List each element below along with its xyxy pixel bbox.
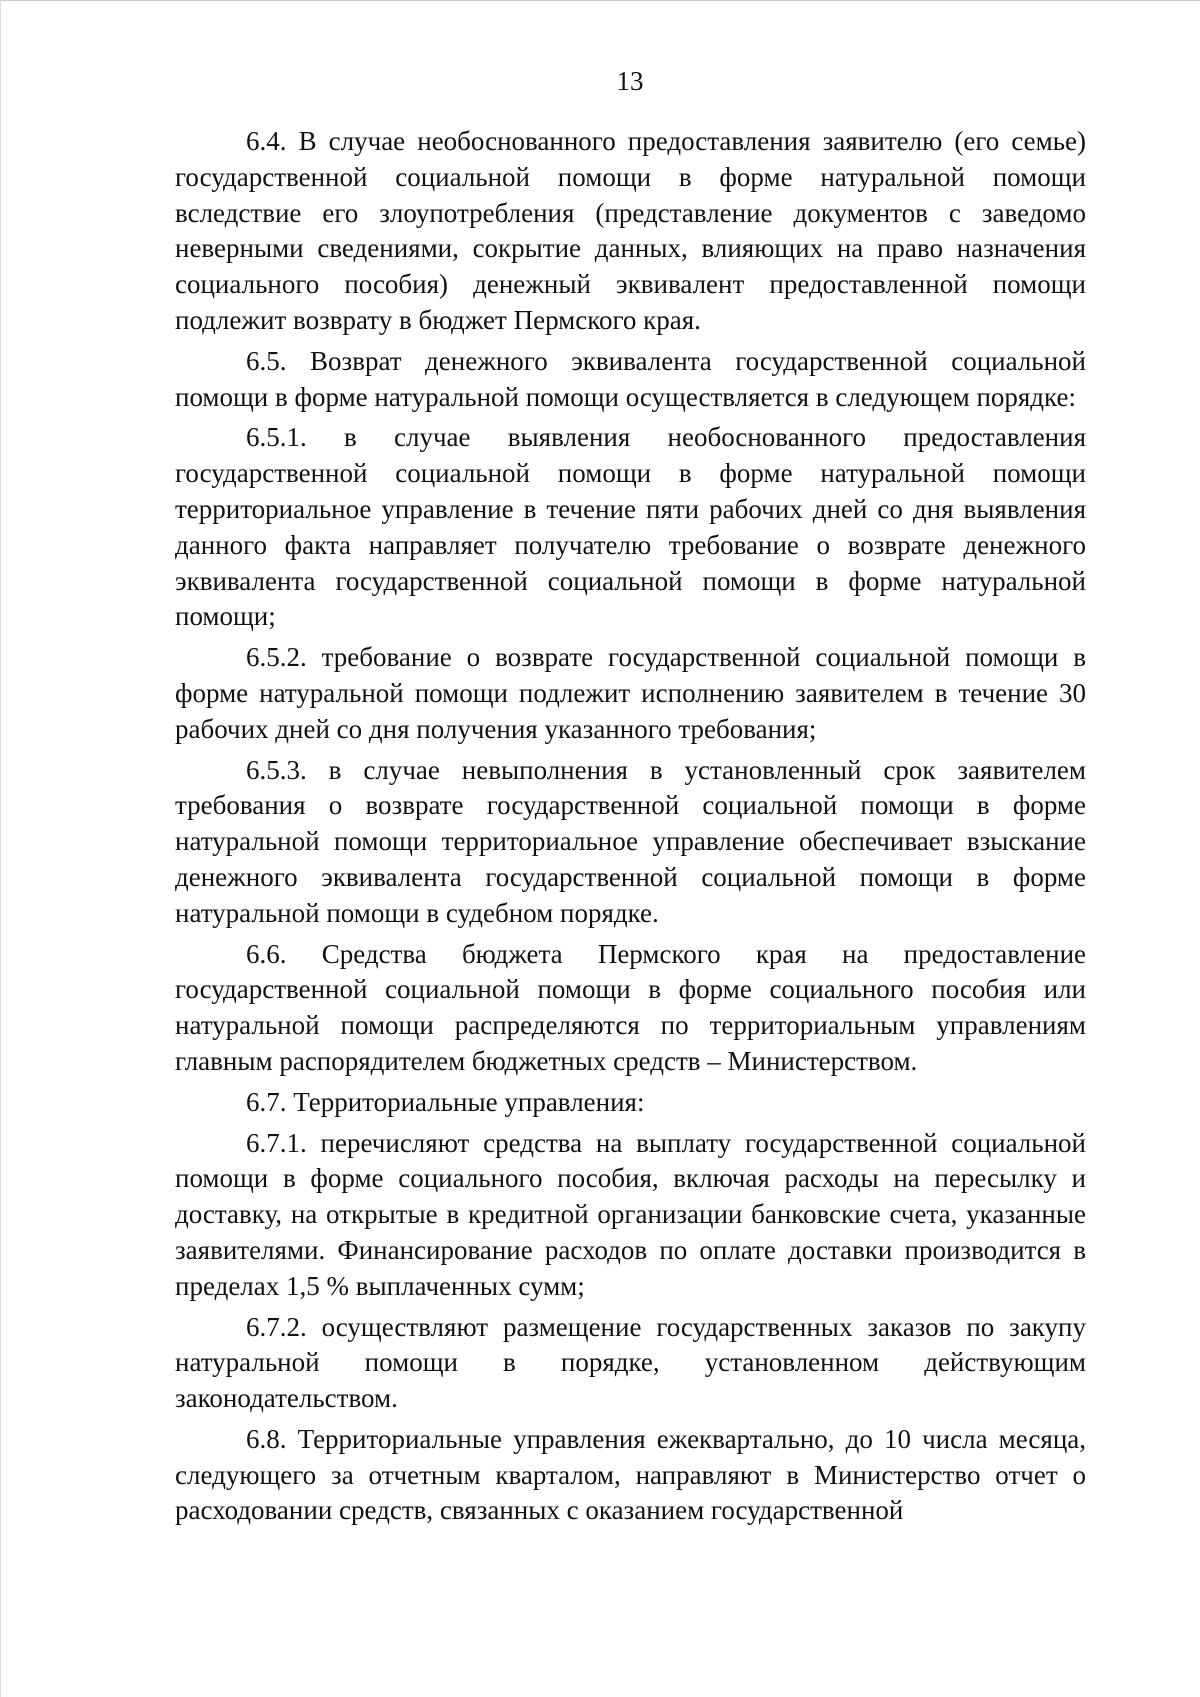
paragraph-6-5-2: 6.5.2. требование о возврате государственной социальной помощи в форме натуральной помощи подлежит исполнению заявителем в течение 30 рабочих дней со дня получения указанного требования; xyxy=(175,642,1086,744)
paragraph-6-7-2: 6.7.2. осуществляют размещение государственных заказов по закупу натуральной помощи в порядке, установленном действующим законодательством. xyxy=(175,1311,1086,1414)
page-number: 13 xyxy=(616,66,644,96)
paragraph-6-4: 6.4. В случае необоснованного предоставления заявителю (его семье) государственной социальной помощи в форме натуральной помощи вследствие его злоупотребления (представление документов с заведомо неверными сведениями, сокрытие данных, влияющих на право назначения социального пособия) денежный эквивалент предоставленной помощи подлежит возврату в бюджет Пермского края. xyxy=(175,126,1086,335)
paragraph-6-7: 6.7. Территориальные управления: xyxy=(246,1086,645,1117)
scan-left-edge xyxy=(0,0,1,1697)
document-body xyxy=(175,124,1086,1534)
paragraph-6-7-1: 6.7.1. перечисляют средства на выплату государственной социальной помощи в форме социального пособия, включая расходы на пересылку и доставку, на открытые в кредитной организации банковские счета, указанные заявителями. Финансирование расходов по оплате доставки производится в пределах 1,5 % выплаченных сумм; xyxy=(175,1127,1086,1301)
paragraph-6-5-3: 6.5.3. в случае невыполнения в установленный срок заявителем требования о возврате государственной социальной помощи в форме натуральной помощи территориальное управление обеспечивает взыскание денежного эквивалента государственной социальной помощи в форме натуральной помощи в судебном порядке. xyxy=(175,754,1086,928)
paragraph-6-8: 6.8. Территориальные управления ежеквартально, до 10 числа месяца, следующего за отчетным кварталом, направляют в Министерство отчет о расходовании средств, связанных с оказанием государственной xyxy=(175,1423,1086,1526)
paragraph-6-6: 6.6. Средства бюджета Пермского края на предоставление государственной социальной помощи в форме социального пособия или натуральной помощи распределяются по территориальным управлениям главным распорядителем бюджетных средств – Министерством. xyxy=(175,938,1086,1076)
paragraph-6-5: 6.5. Возврат денежного эквивалента государственной социальной помощи в форме натуральной помощи осуществляется в следующем порядке: xyxy=(175,345,1086,412)
scan-top-edge xyxy=(0,0,1200,1)
paragraph-6-5-1: 6.5.1. в случае выявления необоснованного предоставления государственной социальной помощи в форме натуральной помощи территориальное управление в течение пяти рабочих дней со дня выявления данного факта направляет получателю требование о возврате денежного эквивалента государственной социальной помощи в форме натуральной помощи; xyxy=(175,422,1086,632)
